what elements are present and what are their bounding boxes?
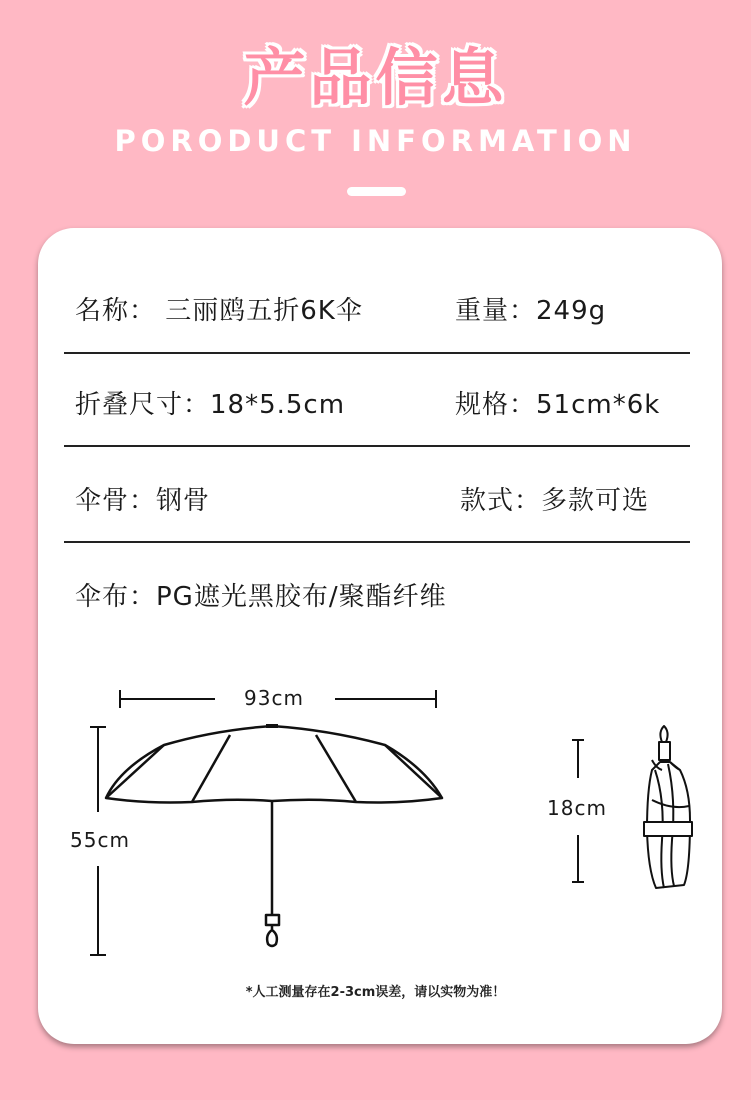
spec-weight: 重量：249g bbox=[455, 296, 607, 326]
spec-folded-size: 折叠尺寸：18*5.5cm bbox=[75, 390, 346, 420]
spec-style: 款式：多款可选 bbox=[460, 486, 650, 516]
spec-fabric: 伞布：PG遮光黑胶布/聚酯纤维 bbox=[75, 582, 447, 612]
spec-name: 名称： 三丽鸥五折6K伞 bbox=[75, 296, 363, 326]
folded-length-label: 18cm bbox=[547, 796, 607, 820]
page-title: 产品信息 bbox=[243, 41, 508, 114]
height-label: 55cm bbox=[70, 828, 130, 852]
spec-spec: 规格：51cm*6k bbox=[455, 390, 661, 420]
measurement-note: *人工测量存在2-3cm误差，请以实物为准！ bbox=[245, 985, 506, 1000]
spec-frame: 伞骨：钢骨 bbox=[75, 486, 211, 516]
width-label: 93cm bbox=[244, 686, 304, 710]
page-subtitle: PORODUCT INFORMATION bbox=[114, 124, 637, 158]
